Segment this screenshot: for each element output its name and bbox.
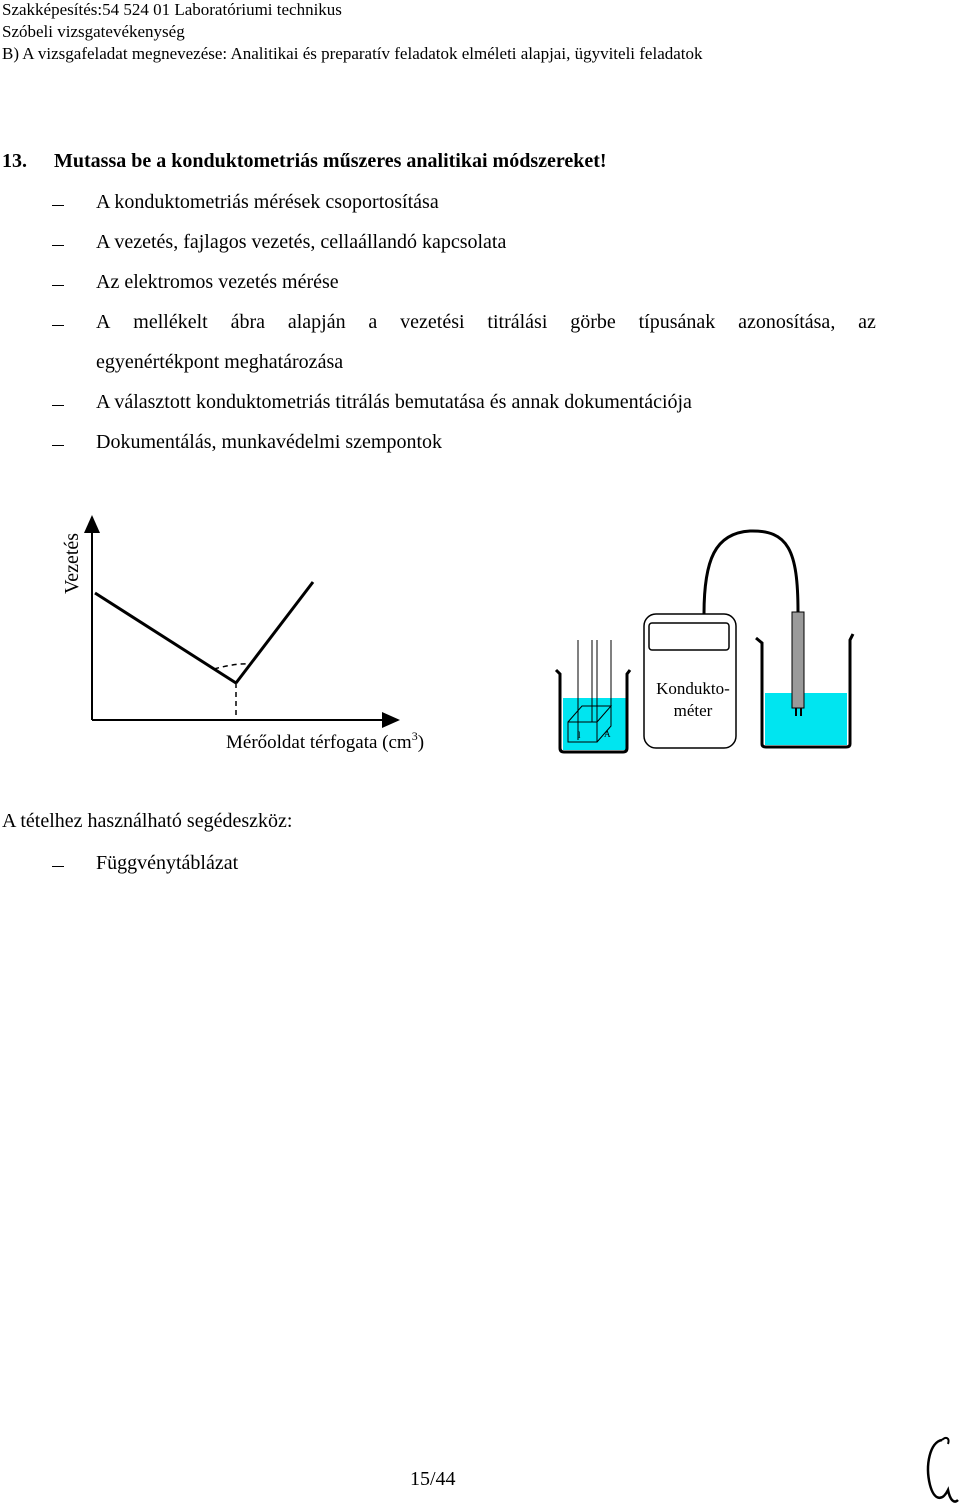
list-item-justified: [96, 310, 876, 334]
list-item: A vezetés, fajlagos vezetés, cellaállandó kapcsolata: [96, 231, 507, 253]
word: vezetési: [400, 311, 465, 333]
word: görbe: [570, 311, 616, 333]
list-item-continuation: egyenértékpont meghatározása: [96, 351, 344, 373]
x-axis-superscript: 3: [411, 729, 418, 743]
bullet-dash: [52, 285, 64, 286]
word: típusának: [638, 311, 716, 333]
bullet-dash: [52, 325, 64, 326]
word: titrálási: [487, 311, 548, 333]
conductometer-label-1: Konduktо-: [656, 679, 730, 698]
aids-heading: A tételhez használható segédeszköz:: [2, 810, 293, 832]
word: mellékelt: [133, 311, 208, 333]
electrode-beaker: [756, 612, 853, 747]
page-number: 15/44: [410, 1468, 456, 1490]
cell-length-label: l: [578, 730, 581, 740]
curve-rounded-dashed: [214, 664, 250, 669]
bullet-dash: [52, 405, 64, 406]
measuring-cell-beaker: [556, 640, 630, 752]
word: azonosítása,: [738, 311, 836, 333]
word: a: [368, 311, 378, 333]
bullet-dash: [52, 866, 64, 867]
aids-item: Függvénytáblázat: [96, 852, 239, 874]
header-task-name: B) A vizsgafeladat megnevezése: Analitikai és preparatív feladatok elméleti alapjai, ügyviteli feladatok: [2, 44, 703, 63]
curve-ascending-branch: [236, 582, 313, 683]
word: ábra: [230, 311, 265, 333]
list-item: A választott konduktometriás titrálás bemutatása és annak dokumentációja: [96, 391, 692, 413]
bullet-dash: [52, 445, 64, 446]
list-item: Dokumentálás, munkavédelmi szempontok: [96, 431, 443, 453]
header-exam-type: Szóbeli vizsgatevékenység: [2, 22, 185, 41]
word: alapján: [287, 311, 346, 333]
task-number: 13.: [2, 150, 27, 172]
electrode-cable: [704, 531, 798, 614]
list-item: A konduktometriás mérések csoportosítása: [96, 191, 439, 213]
titration-figure: [0, 500, 960, 770]
word: az: [858, 311, 876, 333]
task-title-text: Mutassa be a konduktometriás műszeres analitikai módszereket!: [54, 150, 607, 172]
cell-area-label: A: [604, 729, 611, 739]
conductometer-device: [644, 614, 736, 748]
signature-mark: [920, 1430, 960, 1509]
task-title: [2, 150, 607, 173]
list-item: Az elektromos vezetés mérése: [96, 271, 339, 293]
x-axis-label: Mérőoldat térfogata $(cm^3)$: [226, 729, 425, 753]
y-axis-label: Vezetés: [61, 532, 83, 594]
bullet-dash: [52, 205, 64, 206]
conductometer-label-2: méter: [673, 701, 713, 720]
header-qualification: Szakképesítés:54 524 01 Laboratóriumi technikus: [2, 0, 342, 19]
bullet-dash: [52, 245, 64, 246]
word: A: [96, 311, 111, 333]
